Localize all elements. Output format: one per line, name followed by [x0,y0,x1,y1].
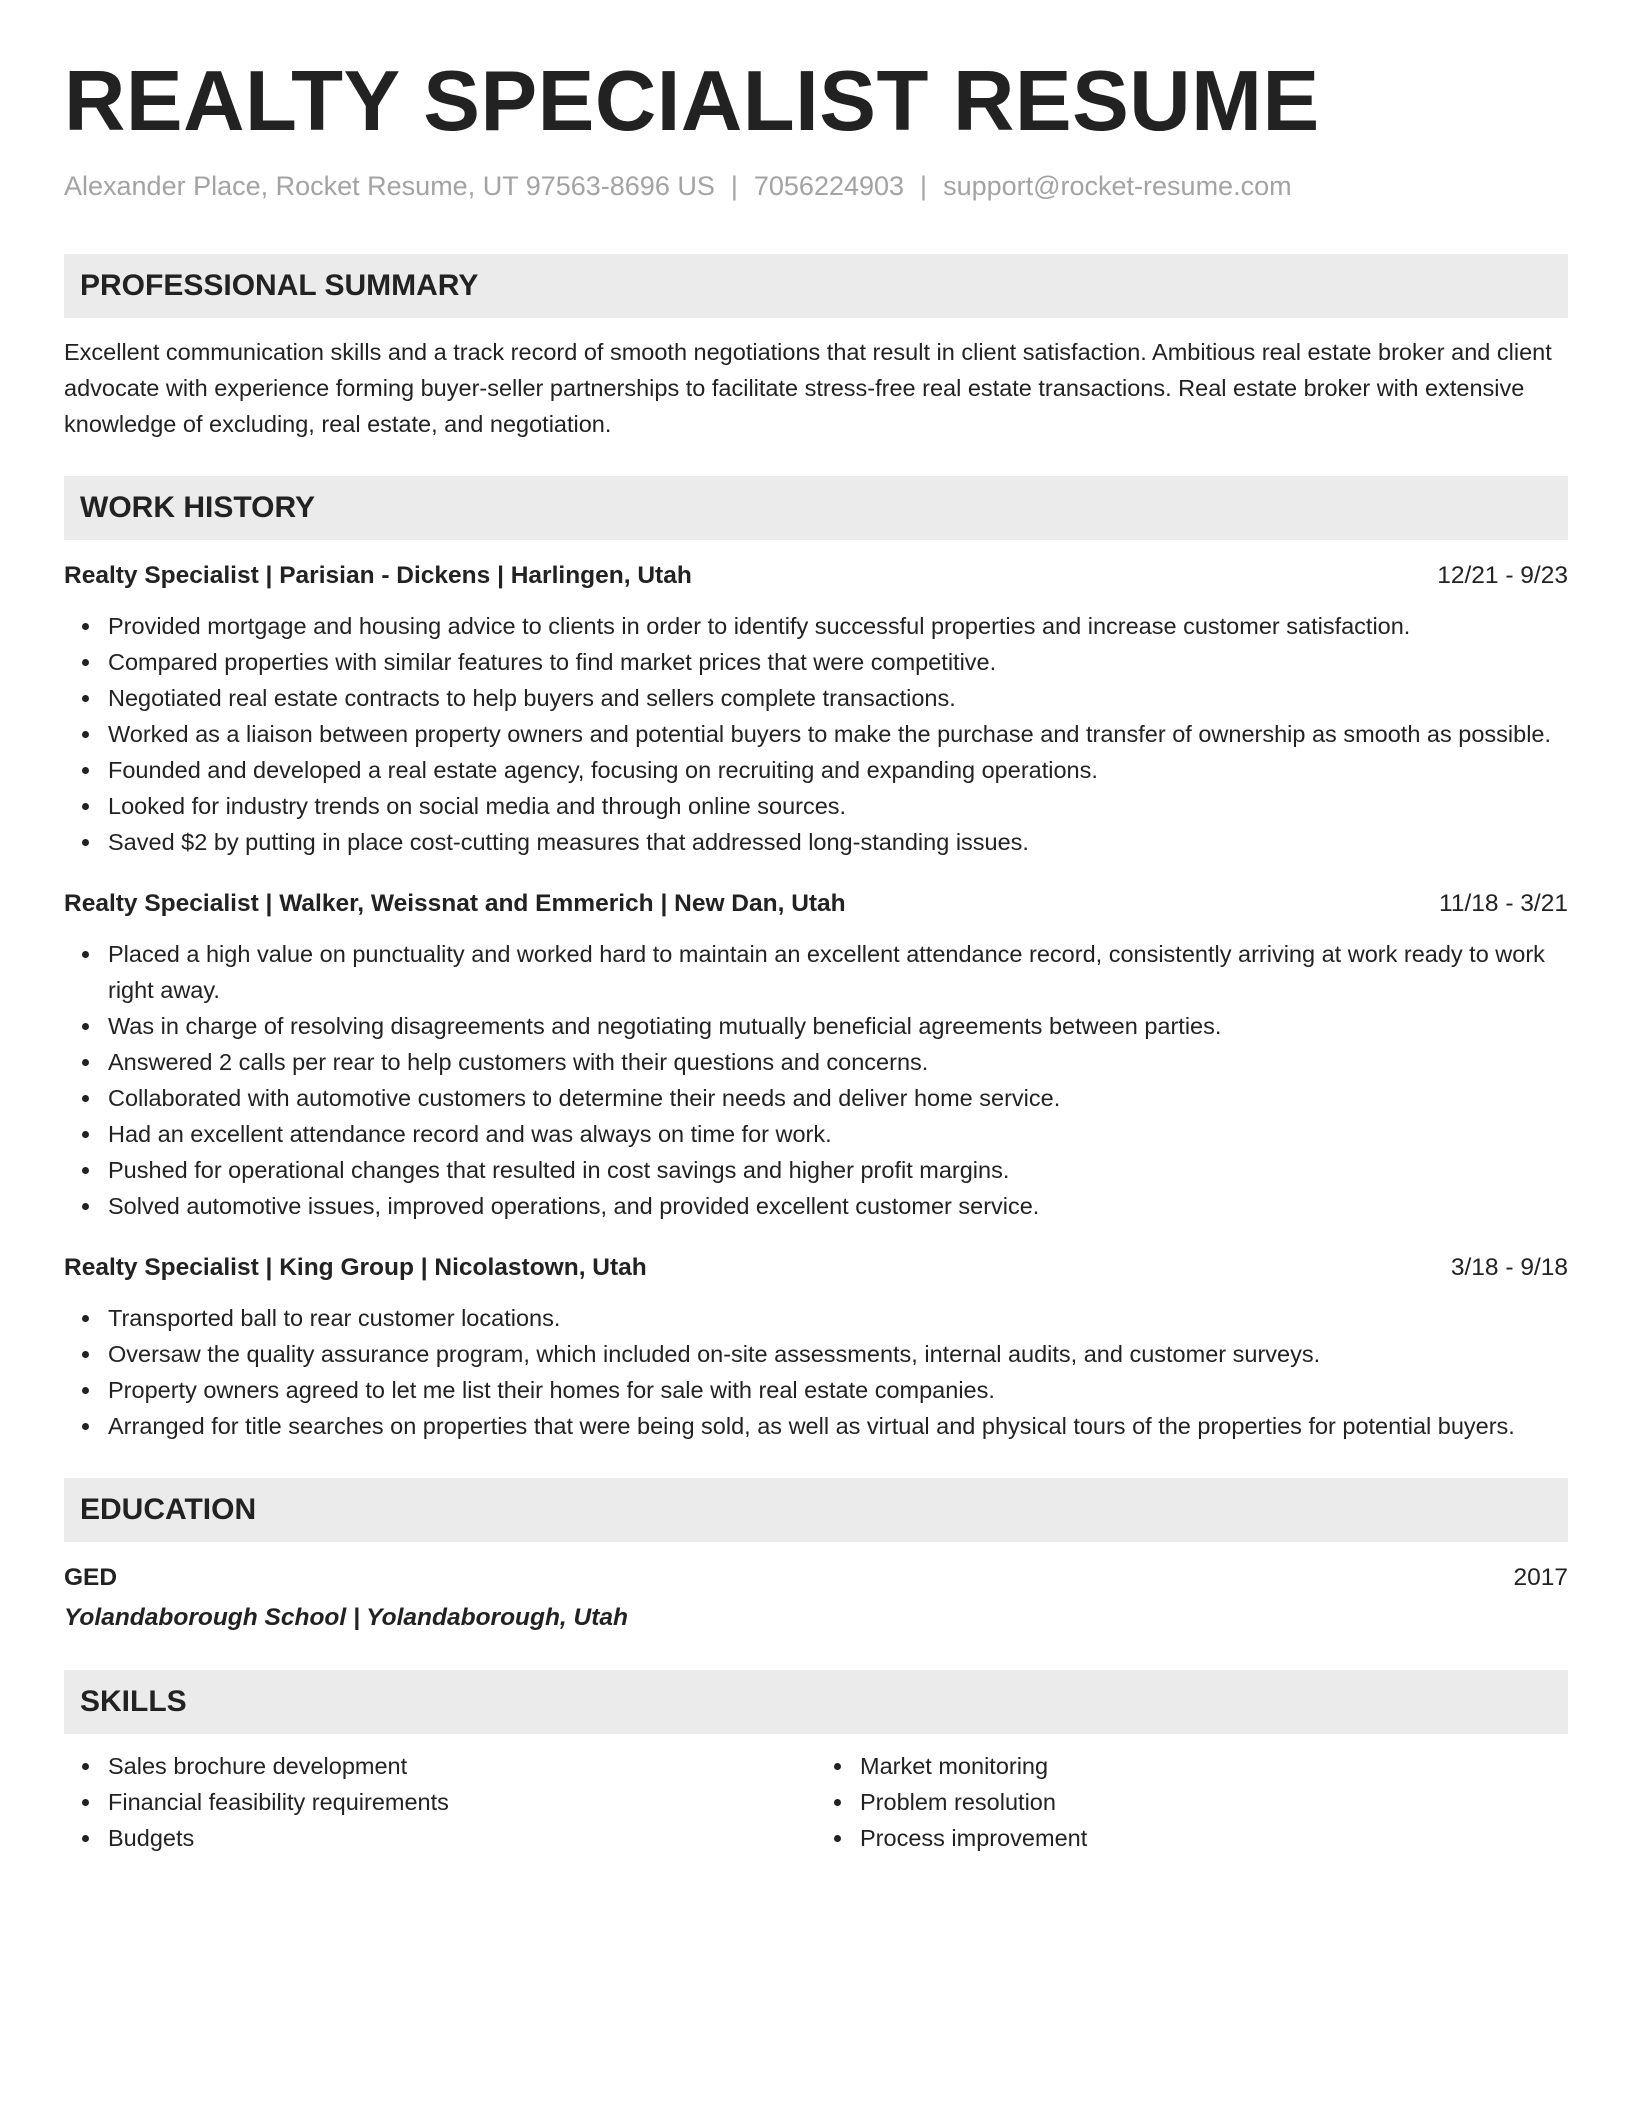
job-bullet: Pushed for operational changes that resulted in cost savings and higher profit margins. [108,1152,1568,1188]
section-header-skills: SKILLS [64,1670,1568,1734]
job-bullet: Saved $2 by putting in place cost-cutting measures that addressed long-standing issues. [108,824,1568,860]
job-bullets [64,936,1568,1224]
job-bullet: Collaborated with automotive customers to determine their needs and deliver home service. [108,1080,1568,1116]
job-bullet: Founded and developed a real estate agency, focusing on recruiting and expanding operations. [108,752,1568,788]
education-year: 2017 [1513,1564,1568,1591]
education-header [64,1560,1568,1596]
skills-column-right [816,1748,1568,1856]
job-bullet: Property owners agreed to let me list their homes for sale with real estate companies. [108,1372,1568,1408]
job-bullet: Transported ball to rear customer locations. [108,1300,1568,1336]
contact-line [64,168,1568,204]
job-bullet: Had an excellent attendance record and was always on time for work. [108,1116,1568,1152]
skill-item: Process improvement [860,1820,1568,1856]
education-degree: GED [64,1564,118,1591]
job-bullet: Arranged for title searches on properties that were being sold, as well as virtual and physical tours of the properties for potential buyers. [108,1408,1568,1444]
job-header [64,1250,1568,1286]
job-bullets [64,608,1568,860]
resume-title: REALTY SPECIALIST RESUME [64,54,1320,149]
job-bullet: Compared properties with similar features to find market prices that were competitive. [108,644,1568,680]
job-bullet: Solved automotive issues, improved operations, and provided excellent customer service. [108,1188,1568,1224]
job-title: Realty Specialist | Parisian - Dickens | Harlingen, Utah [64,562,692,589]
job-bullet: Negotiated real estate contracts to help buyers and sellers complete transactions. [108,680,1568,716]
job-bullet: Placed a high value on punctuality and worked hard to maintain an excellent attendance record, consistently arriving at work ready to work right away. [108,936,1568,1008]
contact-phone: 7056224903 [753,171,905,201]
section-header-education: EDUCATION [64,1478,1568,1542]
job-bullet: Answered 2 calls per rear to help customers with their questions and concerns. [108,1044,1568,1080]
job-dates: 3/18 - 9/18 [1450,1254,1568,1281]
job-title: Realty Specialist | King Group | Nicolastown, Utah [64,1254,647,1281]
skill-item: Budgets [108,1820,816,1856]
job-bullet: Looked for industry trends on social media and through online sources. [108,788,1568,824]
skills-column-left [64,1748,816,1856]
job-entry [64,886,1568,1224]
skill-item: Financial feasibility requirements [108,1784,816,1820]
job-bullet: Worked as a liaison between property owners and potential buyers to make the purchase and transfer of ownership as smooth as possible. [108,716,1568,752]
skill-item: Market monitoring [860,1748,1568,1784]
contact-separator: | [920,171,928,201]
education-entry [64,1560,1568,1636]
job-bullet: Oversaw the quality assurance program, which included on-site assessments, internal audits, and customer surveys. [108,1336,1568,1372]
education-school: Yolandaborough School | Yolandaborough, Utah [64,1604,628,1631]
job-title: Realty Specialist | Walker, Weissnat and Emmerich | New Dan, Utah [64,890,846,917]
section-header-summary: PROFESSIONAL SUMMARY [64,254,1568,318]
job-dates: 11/18 - 3/21 [1439,890,1568,917]
skill-item: Problem resolution [860,1784,1568,1820]
job-bullets [64,1300,1568,1444]
summary-text: Excellent communication skills and a track record of smooth negotiations that result in client satisfaction. Ambitious real estate broker and client advocate with experience forming buyer-seller partnerships to facilitate stress-free real estate transactions. Real estate broker with extensive knowledge of excluding, real estate, and negotiation. [64,339,1552,437]
contact-address: Alexander Place, Rocket Resume, UT 97563-8696 US [64,171,715,201]
job-entry [64,558,1568,860]
contact-separator: | [730,171,738,201]
job-dates: 12/21 - 9/23 [1437,562,1568,589]
skills-list [64,1748,1568,1856]
section-header-work-history: WORK HISTORY [64,476,1568,540]
job-header [64,558,1568,594]
job-entry [64,1250,1568,1444]
contact-email: support@rocket-resume.com [943,171,1292,201]
job-bullet: Was in charge of resolving disagreements and negotiating mutually beneficial agreements between parties. [108,1008,1568,1044]
job-header [64,886,1568,922]
skill-item: Sales brochure development [108,1748,816,1784]
job-bullet: Provided mortgage and housing advice to clients in order to identify successful properties and increase customer satisfaction. [108,608,1568,644]
